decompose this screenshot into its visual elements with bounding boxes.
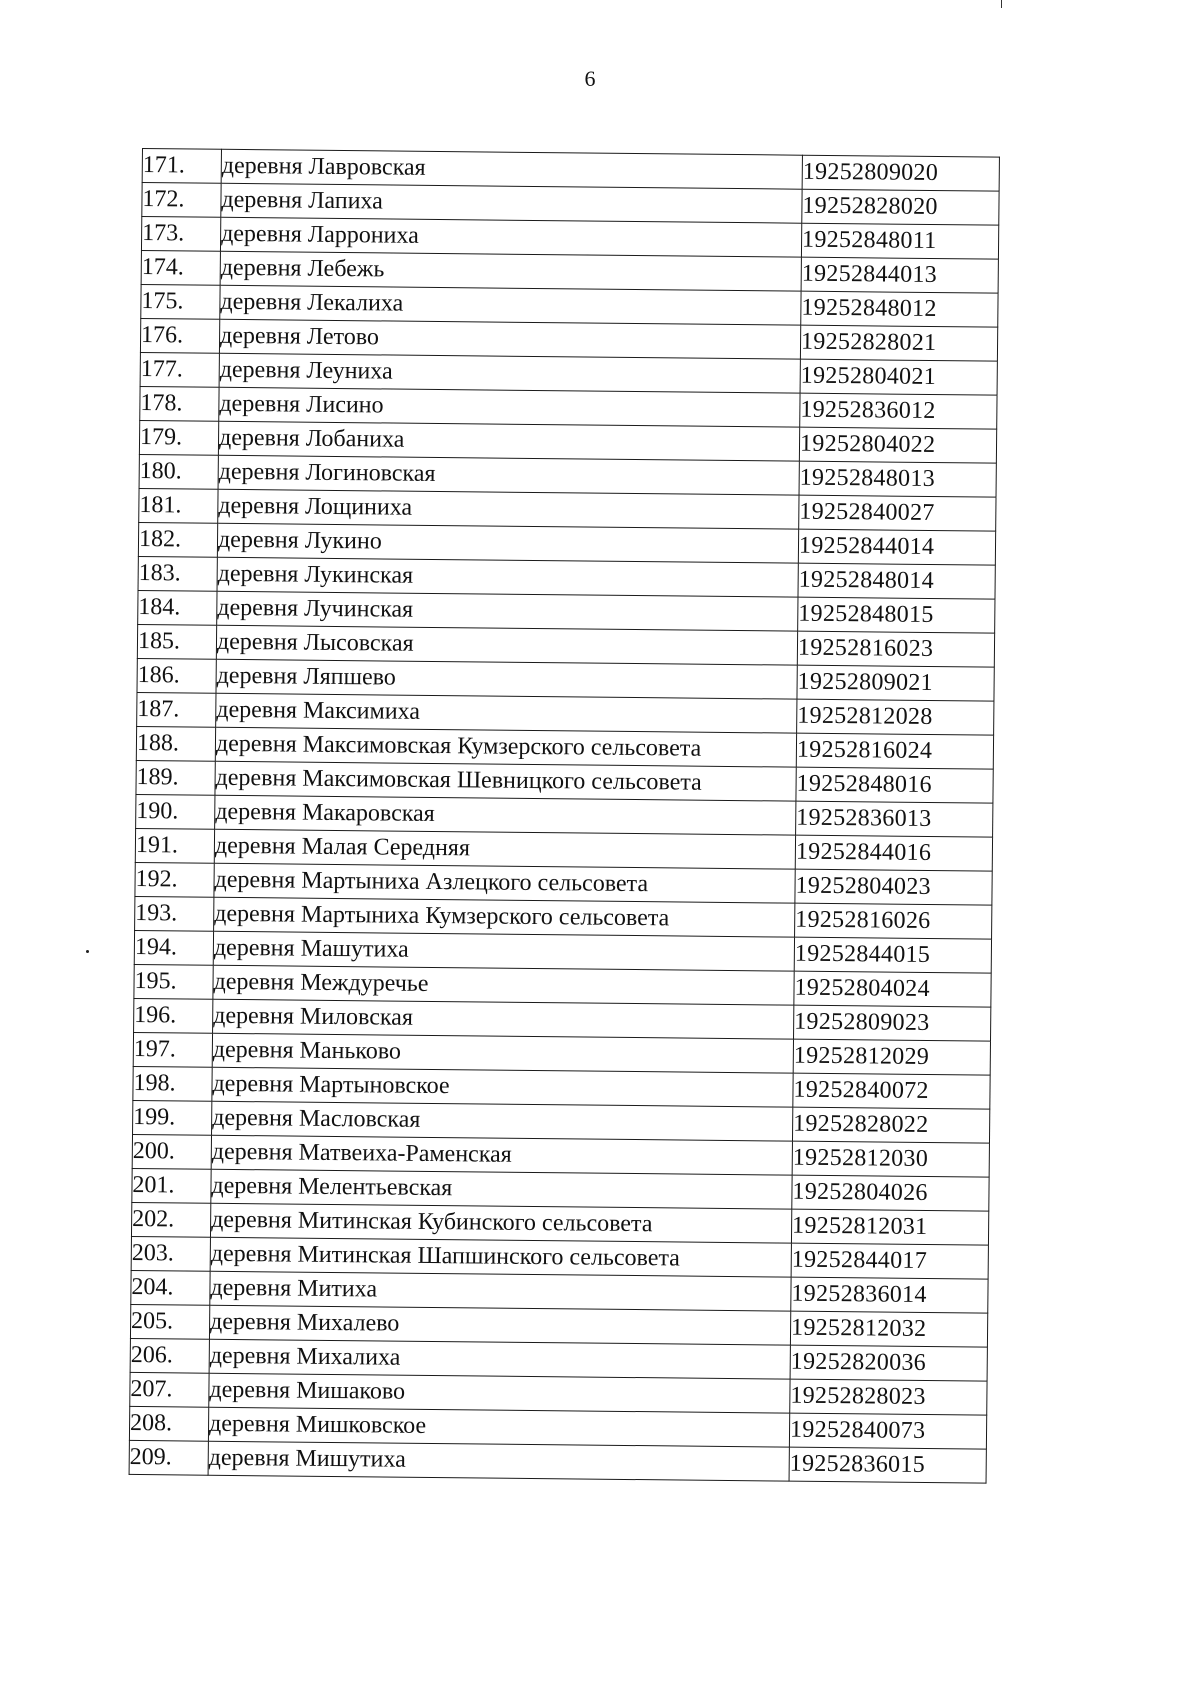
- settlement-code: 19252812028: [797, 699, 994, 735]
- settlement-name: деревня Малая Середняя: [214, 829, 795, 869]
- settlements-table: [129, 148, 1000, 1484]
- row-number: 182.: [138, 522, 217, 557]
- settlement-code: 19252804023: [795, 869, 992, 905]
- settlement-name: деревня Летово: [219, 319, 800, 359]
- scan-corner-mark: [1001, 0, 1002, 8]
- settlement-name: деревня Михалево: [209, 1305, 790, 1345]
- settlement-code: 19252828023: [790, 1379, 987, 1415]
- settlement-name: деревня Логиновская: [218, 455, 799, 495]
- row-number: 201.: [132, 1168, 211, 1203]
- settlement-code: 19252820036: [790, 1345, 987, 1381]
- row-number: 180.: [139, 454, 218, 489]
- settlement-name: деревня Машутиха: [213, 931, 794, 971]
- settlement-name: деревня Макаровская: [215, 795, 796, 835]
- settlement-name: деревня Михалиха: [209, 1339, 790, 1379]
- table-body: [129, 149, 999, 1484]
- settlement-name: деревня Лобаниха: [218, 421, 799, 461]
- row-number: 177.: [140, 352, 219, 387]
- settlement-code: 19252844013: [801, 257, 998, 293]
- settlement-name: деревня Мишаково: [209, 1373, 790, 1413]
- settlement-code: 19252812031: [791, 1209, 988, 1245]
- row-number: 205.: [130, 1304, 209, 1339]
- settlement-name: деревня Максимовская Шевницкого сельсовета: [215, 761, 796, 801]
- settlement-name: деревня Мартыниха Азлецкого сельсовета: [214, 863, 795, 903]
- row-number: 187.: [137, 692, 216, 727]
- row-number: 209.: [129, 1440, 208, 1475]
- settlement-name: деревня Мелентьевская: [211, 1169, 792, 1209]
- settlement-name: деревня Лучинская: [217, 591, 798, 631]
- row-number: 195.: [134, 964, 213, 999]
- row-number: 204.: [131, 1270, 210, 1305]
- settlement-code: 19252844015: [794, 937, 991, 973]
- settlement-name: деревня Максимовская Кумзерского сельсовета: [215, 727, 796, 767]
- row-number: 203.: [131, 1236, 210, 1271]
- row-number: 184.: [138, 590, 217, 625]
- row-number: 200.: [132, 1134, 211, 1169]
- row-number: 179.: [139, 420, 218, 455]
- settlement-name: деревня Митинская Шапшинского сельсовета: [210, 1237, 791, 1277]
- row-number: 191.: [135, 828, 214, 863]
- row-number: 206.: [130, 1338, 209, 1373]
- settlement-code: 19252804026: [792, 1175, 989, 1211]
- row-number: 188.: [136, 726, 215, 761]
- settlement-name: деревня Масловская: [212, 1101, 793, 1141]
- settlement-code: 19252816026: [795, 903, 992, 939]
- row-number: 186.: [137, 658, 216, 693]
- settlement-code: 19252804022: [799, 427, 996, 463]
- row-number: 175.: [141, 284, 220, 319]
- settlement-name: деревня Максимиха: [216, 693, 797, 733]
- settlement-name: деревня Лисино: [219, 387, 800, 427]
- row-number: 208.: [129, 1406, 208, 1441]
- row-number: 189.: [136, 760, 215, 795]
- row-number: 193.: [135, 896, 214, 931]
- settlement-name: деревня Междуречье: [213, 965, 794, 1005]
- row-number: 176.: [140, 318, 219, 353]
- row-number: 190.: [136, 794, 215, 829]
- row-number: 197.: [133, 1032, 212, 1067]
- settlement-name: деревня Маньково: [212, 1033, 793, 1073]
- settlement-name: деревня Лукинская: [217, 557, 798, 597]
- settlement-code: 19252836015: [789, 1447, 986, 1483]
- settlement-code: 19252844014: [798, 529, 995, 565]
- settlement-code: 19252848011: [801, 223, 998, 259]
- settlement-name: деревня Матвеиха-Раменская: [211, 1135, 792, 1175]
- settlement-code: 19252836012: [800, 393, 997, 429]
- settlement-name: деревня Мишутиха: [208, 1441, 789, 1481]
- row-number: 202.: [131, 1202, 210, 1237]
- settlement-code: 19252816024: [796, 733, 993, 769]
- settlement-code: 19252809020: [802, 155, 999, 191]
- settlement-code: 19252828022: [792, 1107, 989, 1143]
- settlement-name: деревня Лощиниха: [218, 489, 799, 529]
- settlement-code: 19252848012: [801, 291, 998, 327]
- row-number: 185.: [137, 624, 216, 659]
- settlement-code: 19252812029: [793, 1039, 990, 1075]
- row-number: 174.: [141, 250, 220, 285]
- row-number: 171.: [142, 149, 221, 184]
- settlement-code: 19252828020: [802, 189, 999, 225]
- settlement-code: 19252804024: [794, 971, 991, 1007]
- row-number: 192.: [135, 862, 214, 897]
- row-number: 183.: [138, 556, 217, 591]
- settlement-code: 19252840027: [799, 495, 996, 531]
- row-number: 194.: [134, 930, 213, 965]
- settlement-code: 19252848014: [798, 563, 995, 599]
- settlement-code: 19252848013: [799, 461, 996, 497]
- settlement-name: деревня Митиха: [210, 1271, 791, 1311]
- settlement-name: деревня Лукино: [217, 523, 798, 563]
- settlement-name: деревня Ляпшево: [216, 659, 797, 699]
- settlement-code: 19252812030: [792, 1141, 989, 1177]
- settlement-code: 19252828021: [800, 325, 997, 361]
- row-number: 178.: [140, 386, 219, 421]
- settlement-name: деревня Лавровская: [221, 149, 802, 189]
- row-number: 173.: [141, 217, 220, 252]
- settlement-name: деревня Ларрониха: [220, 217, 801, 257]
- row-number: 199.: [133, 1100, 212, 1135]
- row-number: 181.: [139, 488, 218, 523]
- settlement-code: 19252844017: [791, 1243, 988, 1279]
- settlement-code: 19252840073: [789, 1413, 986, 1449]
- settlement-name: деревня Лебежь: [220, 251, 801, 291]
- settlement-name: деревня Митинская Кубинского сельсовета: [210, 1203, 791, 1243]
- page-number: 6: [584, 66, 596, 91]
- settlement-code: 19252804021: [800, 359, 997, 395]
- row-number: 207.: [130, 1372, 209, 1407]
- row-number: 196.: [134, 998, 213, 1033]
- settlement-name: деревня Леуниха: [219, 353, 800, 393]
- settlement-code: 19252844016: [795, 835, 992, 871]
- settlement-code: 19252809023: [794, 1005, 991, 1041]
- row-number: 172.: [142, 183, 221, 218]
- settlement-name: деревня Лысовская: [216, 625, 797, 665]
- settlement-name: деревня Мишковское: [208, 1407, 789, 1447]
- settlement-code: 19252836013: [796, 801, 993, 837]
- scan-artifact-dot: [86, 950, 89, 953]
- settlement-code: 19252836014: [791, 1277, 988, 1313]
- settlement-code: 19252809021: [797, 665, 994, 701]
- settlement-name: деревня Миловская: [213, 999, 794, 1039]
- settlement-code: 19252848015: [798, 597, 995, 633]
- settlement-code: 19252848016: [796, 767, 993, 803]
- settlement-name: деревня Мартыновское: [212, 1067, 793, 1107]
- settlement-code: 19252812032: [790, 1311, 987, 1347]
- settlement-code: 19252816023: [797, 631, 994, 667]
- settlement-name: деревня Мартыниха Кумзерского сельсовета: [214, 897, 795, 937]
- settlement-name: деревня Лапиха: [221, 183, 802, 223]
- settlement-code: 19252840072: [793, 1073, 990, 1109]
- settlement-name: деревня Лекалиха: [220, 285, 801, 325]
- row-number: 198.: [133, 1066, 212, 1101]
